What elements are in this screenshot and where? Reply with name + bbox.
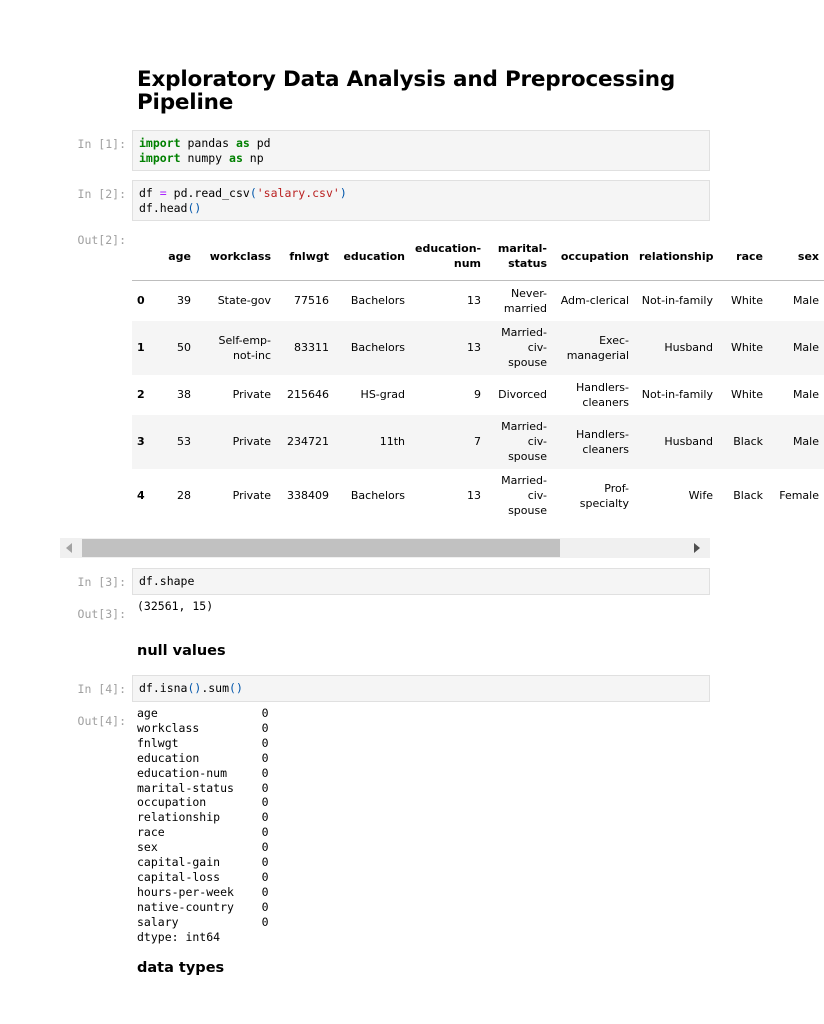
out-4-prompt: Out[4]: (77, 714, 126, 728)
scroll-right-icon[interactable] (694, 543, 700, 553)
table-cell: 7 (474, 435, 481, 448)
table-cell: Female (779, 489, 819, 502)
cell-4-code[interactable] (132, 675, 710, 702)
paren: () (229, 681, 243, 695)
heading-data-types: data types (137, 960, 225, 976)
column-header: education (334, 232, 410, 281)
table-cell: Male (792, 341, 819, 354)
table-cell: Wife (688, 489, 713, 502)
table-cell: Handlers-cleaners (575, 427, 629, 456)
table-cell: Bachelors (350, 341, 405, 354)
table-cell: 215646 (287, 388, 329, 401)
row-index: 4 (137, 489, 145, 502)
code-text: df.head (139, 201, 188, 215)
table-cell: Husband (664, 435, 713, 448)
scroll-left-icon[interactable] (66, 543, 72, 553)
table-cell: Divorced (498, 388, 547, 401)
cell-3-code[interactable]: df.shape (132, 568, 710, 595)
table-cell: 50 (177, 341, 191, 354)
scrollbar-thumb[interactable] (82, 539, 560, 557)
notebook-title: Exploratory Data Analysis and Preprocessing Pipeline (137, 67, 676, 115)
table-cell: 28 (177, 489, 191, 502)
table-row (132, 375, 824, 415)
table-header-row (132, 232, 824, 281)
table-cell: Handlers-cleaners (575, 380, 629, 409)
dataframe-table (132, 232, 824, 523)
out-3-prompt: Out[3]: (77, 607, 126, 621)
string-literal: 'salary.csv' (256, 186, 340, 200)
table-row (132, 415, 824, 469)
table-cell: Never-married (503, 286, 547, 315)
cell-1-code[interactable] (132, 130, 710, 171)
heading-null-values: null values (137, 643, 226, 659)
column-header: education-num (410, 232, 486, 281)
table-cell: Male (792, 435, 819, 448)
code-text: .sum (201, 681, 230, 695)
keyword: as (235, 136, 250, 150)
keyword: import (139, 136, 181, 150)
cell-1-prompt: In [1]: (77, 137, 126, 151)
table-cell: 11th (379, 435, 405, 448)
paren: ( (249, 186, 257, 200)
table-cell: Not-in-family (641, 388, 713, 401)
horizontal-scrollbar[interactable] (60, 538, 710, 558)
table-cell: 9 (474, 388, 481, 401)
table-cell: Black (733, 435, 763, 448)
column-header: relationship (634, 232, 718, 281)
table-cell: White (731, 294, 763, 308)
operator: = (159, 186, 167, 200)
row-index: 2 (137, 388, 145, 401)
table-cell: 53 (177, 435, 191, 448)
table-cell: 338409 (287, 489, 329, 502)
column-header (132, 232, 160, 281)
table-cell: 39 (177, 294, 191, 308)
out-3-text: (32561, 15) (137, 599, 214, 613)
table-row (132, 469, 824, 523)
column-header: race (718, 232, 768, 281)
table-body (132, 281, 824, 523)
table-cell: Prof-specialty (579, 481, 629, 510)
column-header: occupation (552, 232, 634, 281)
code-text: df.isna (139, 681, 188, 695)
table-cell: State-gov (217, 294, 271, 308)
out-4-text: age 0 workclass 0 fnlwgt 0 education 0 education-num 0 marital-status 0 occupation 0 relationship 0 race 0 sex 0 capital-gain 0 capital-loss 0 hours-per-week 0 native-country 0 salary 0 dtype: int64 (137, 706, 269, 944)
code-text: pd (249, 136, 271, 150)
table-cell: 38 (177, 388, 191, 401)
column-header: fnlwgt (276, 232, 334, 281)
code-text: pd.read_csv (166, 186, 250, 200)
cell-2-prompt: In [2]: (77, 187, 126, 201)
table-cell: Adm-clerical (560, 294, 629, 308)
table-row (132, 281, 824, 321)
table-cell: 234721 (287, 435, 329, 448)
table-cell: 13 (467, 489, 481, 502)
table-row (132, 321, 824, 375)
code-text: df (139, 186, 160, 200)
table-cell: Married-civ-spouse (501, 326, 547, 369)
cell-4-prompt: In [4]: (77, 682, 126, 696)
table-cell: 83311 (294, 341, 329, 354)
table-cell: Married-civ-spouse (501, 420, 547, 463)
column-header: age (160, 232, 196, 281)
table-cell: 13 (467, 294, 481, 308)
table-cell: Private (232, 435, 271, 448)
table-cell: Exec-managerial (566, 333, 629, 362)
paren: () (187, 201, 202, 215)
table-cell: Private (232, 388, 271, 401)
cell-2-code[interactable] (132, 180, 710, 221)
keyword: as (229, 151, 243, 165)
cell-3-prompt: In [3]: (77, 575, 126, 589)
table-cell: Bachelors (350, 294, 405, 308)
code-text: pandas (180, 136, 236, 150)
table-cell: Bachelors (350, 489, 405, 502)
row-index: 1 (137, 341, 145, 354)
table-cell: 77516 (294, 294, 329, 308)
table-cell: Private (232, 489, 271, 502)
dataframe-output (132, 232, 819, 526)
keyword: import (139, 151, 181, 165)
column-header: marital-status (486, 232, 552, 281)
table-cell: Black (733, 489, 763, 502)
table-cell: Not-in-family (641, 294, 713, 308)
out-2-prompt: Out[2]: (77, 233, 126, 247)
paren: () (187, 681, 202, 695)
table-cell: 13 (467, 341, 481, 354)
table-cell: Self-emp-not-inc (218, 333, 271, 362)
paren: ) (339, 186, 347, 200)
code-text: np (242, 151, 264, 165)
code-text: numpy (180, 151, 230, 165)
column-header: sex (768, 232, 824, 281)
table-cell: White (731, 388, 763, 401)
row-index: 3 (137, 435, 145, 448)
table-cell: HS-grad (360, 388, 405, 401)
column-header: workclass (196, 232, 276, 281)
table-cell: Married-civ-spouse (501, 474, 547, 517)
row-index: 0 (137, 294, 145, 308)
table-cell: Male (792, 294, 819, 308)
table-cell: Male (792, 388, 819, 401)
table-cell: Husband (664, 341, 713, 354)
table-cell: White (731, 341, 763, 354)
